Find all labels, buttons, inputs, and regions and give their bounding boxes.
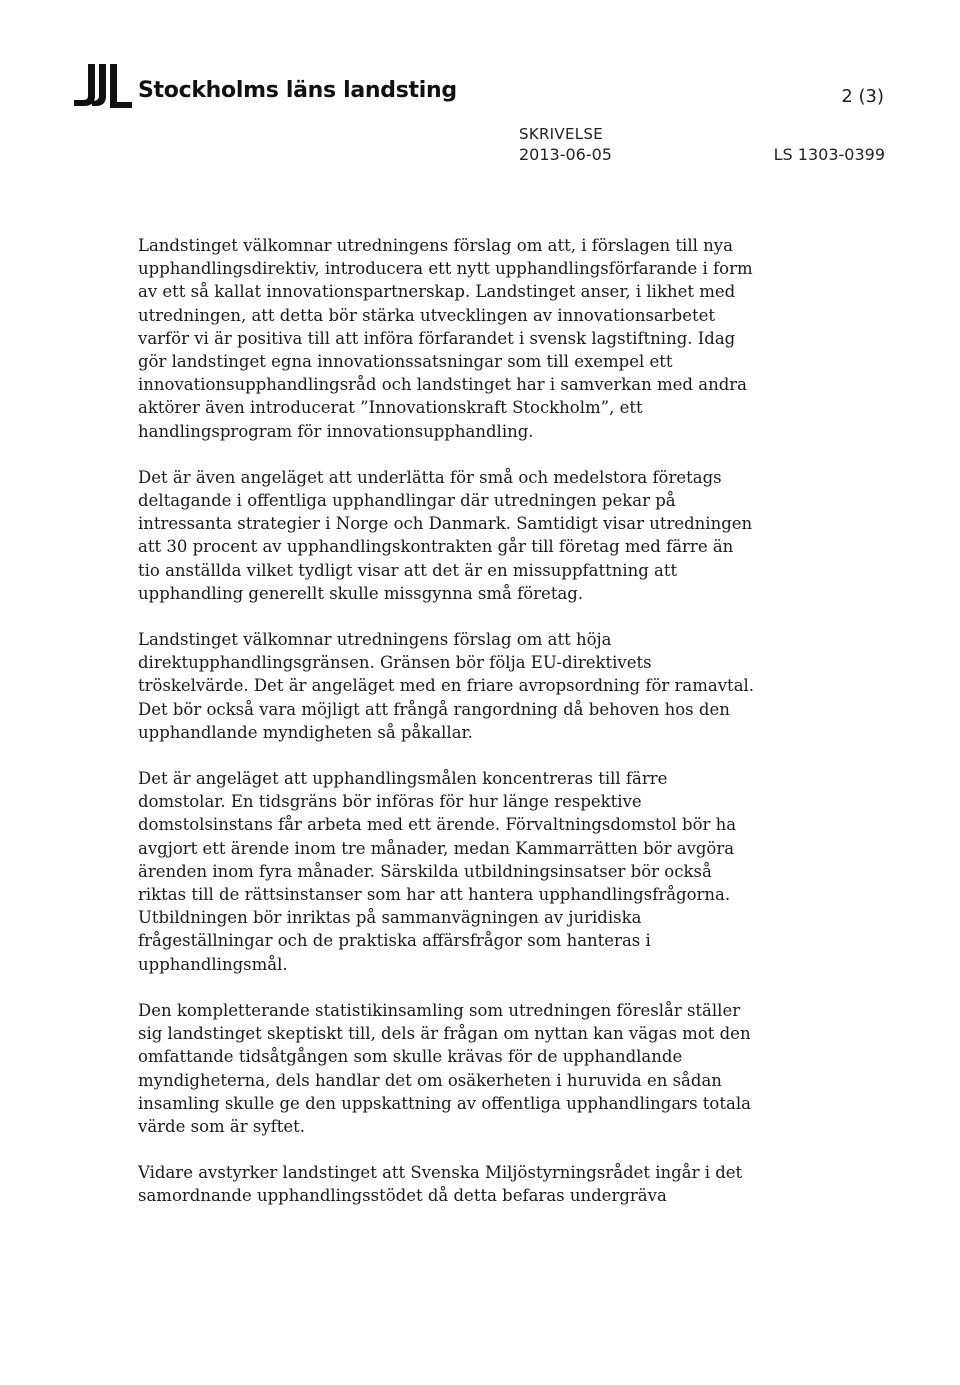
page-number: 2 (3): [841, 86, 884, 107]
body-paragraph: Landstinget välkomnar utredningens förslag om att, i förslagen till nya upphandlingsdirektiv, introducera ett nytt upphandlingsförfarande i form av ett så kallat innovationspartnerskap. Landstinget anser, i likhet med utredningen, att detta bör stärka utvecklingen av innovationsarbetet varför vi är positiva till att införa förfarandet i svensk lagstiftning. Idag gör landstinget egna innovationssatsningar som till exempel ett innovationsupphandlingsråd och landstinget har i samverkan med andra aktörer även introducerat ”Innovationskraft Stockholm”, ett handlingsprogram för innovationsupphandling.: [138, 236, 753, 441]
document-body: [138, 234, 758, 1231]
body-paragraph: Det är även angeläget att underlätta för små och medelstora företags deltagande i offentliga upphandlingar där utredningen pekar på intressanta strategier i Norge och Danmark. Samtidigt visar utredningen att 30 procent av upphandlingskontrakten går till företag med färre än tio anställda vilket tydligt visar att det är en missuppfattning att upphandling generellt skulle missgynna små företag.: [138, 467, 753, 603]
body-paragraph: Den kompletterande statistikinsamling som utredningen föreslår ställer sig landstinget skeptiskt till, dels är frågan om nyttan kan vägas mot den omfattande tidsåtgången som skulle krävas för de upphandlande myndigheterna, dels handlar det om osäkerheten i huruvida en sådan insamling skulle ge den uppskattning av offentliga upphandlingars totala värde som är syftet.: [138, 1000, 751, 1136]
organization-name: Stockholms läns landsting: [138, 78, 457, 103]
document-type: SKRIVELSE: [519, 125, 603, 143]
body-paragraph: Det är angeläget att upphandlingsmålen koncentreras till färre domstolar. En tidsgräns bör införas för hur länge respektive domstolsinstans får arbeta med ett ärende. Förvaltningsdomstol bör ha avgjort ett ärende inom tre månader, medan Kammarrätten bör avgöra ärenden inom fyra månader. Särskilda utbildningsinsatser bör också riktas till de rättsinstanser som har att hantera upphandlingsfrågorna. Utbildningen bör inriktas på sammanvägningen av juridiska frågeställningar och de praktiska affärsfrågor som hanteras i upphandlingsmål.: [138, 769, 737, 974]
body-paragraph: Landstinget välkomnar utredningens förslag om att höja direktupphandlingsgränsen. Gränsen bör följa EU-direktivets tröskelvärde. Det är angeläget med en friare avropsordning för ramavtal. Det bör också vara möjligt att frångå rangordning då behoven hos den upphandlande myndigheten så påkallar.: [138, 630, 755, 742]
body-paragraph: Vidare avstyrker landstinget att Svenska Miljöstyrningsrådet ingår i det samordnande upphandlingsstödet då detta befaras undergräva: [138, 1163, 743, 1206]
sll-logo-icon: [74, 64, 134, 110]
document-date: 2013-06-05: [519, 145, 612, 164]
document-reference: LS 1303-0399: [773, 145, 885, 164]
